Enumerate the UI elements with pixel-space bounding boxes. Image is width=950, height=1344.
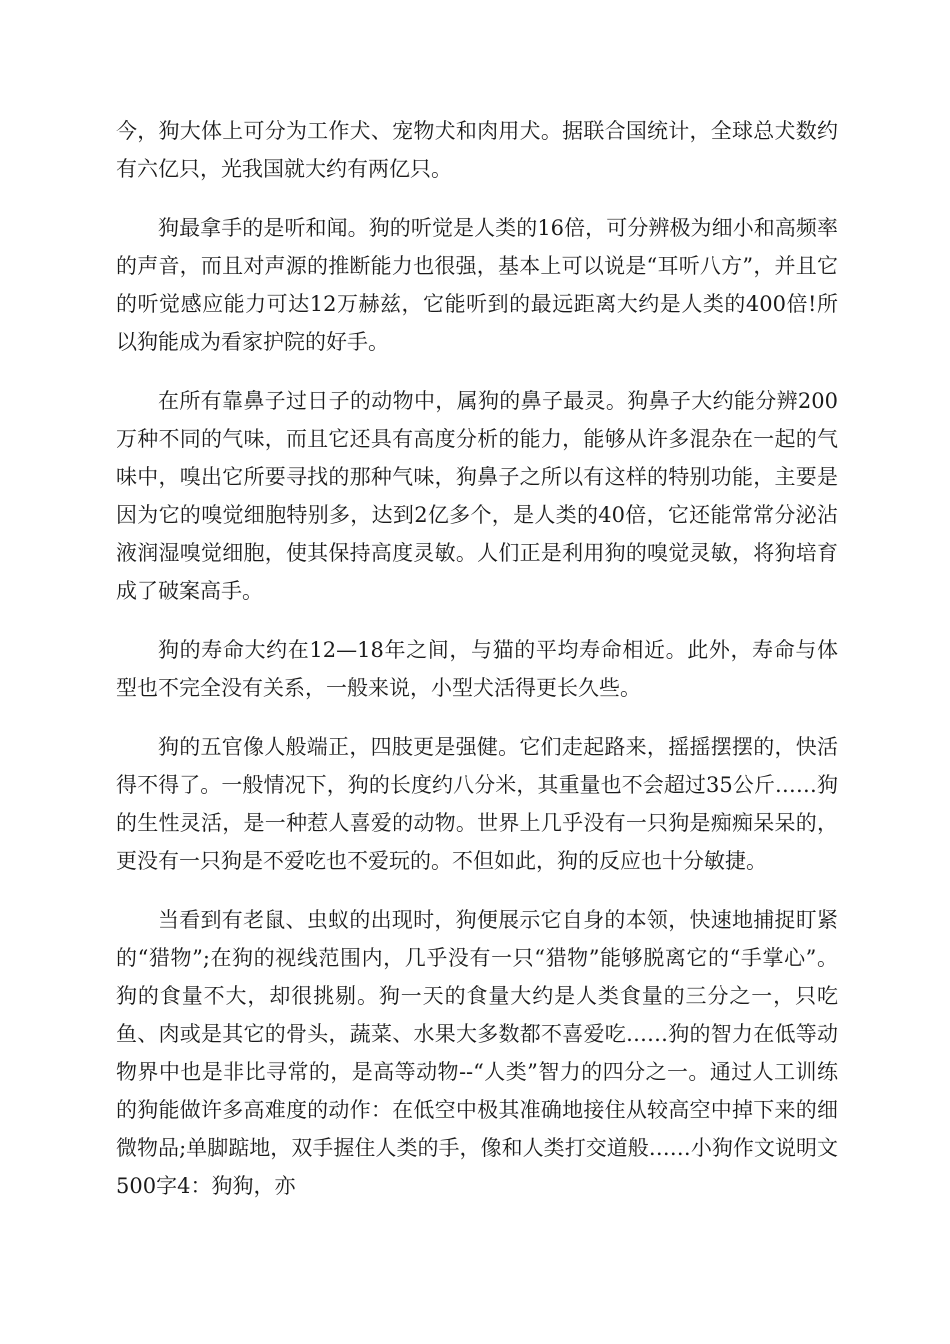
paragraph-dog-smell: 在所有靠鼻子过日子的动物中，属狗的鼻子最灵。狗鼻子大约能分辨200万种不同的气味，而且它还具有高度分析的能力，能够从许多混杂在一起的气味中，嗅出它所要寻找的那种气味，狗鼻子之所以有这样的特别功能，主要是因为它的嗅觉细胞特别多，达到2亿多个，是人类的40倍，它还能常常分泌沾液润湿嗅觉细胞，使其保持高度灵敏。人们正是利用狗的嗅觉灵敏，将狗培育成了破案高手。 [116, 389, 838, 603]
paragraph-dog-appearance: 狗的五官像人般端正，四肢更是强健。它们走起路来，摇摇摆摆的，快活得不得了。一般情况下，狗的长度约八分米，其重量也不会超过35公斤……狗的生性灵活，是一种惹人喜爱的动物。世界上几乎没有一只狗是痴痴呆呆的，更没有一只狗是不爱吃也不爱玩的。不但如此，狗的反应也十分敏捷。 [116, 735, 838, 873]
paragraph-dog-hearing: 狗最拿手的是听和闻。狗的听觉是人类的16倍，可分辨极为细小和高频率的声音，而且对声源的推断能力也很强，基本上可以说是“耳听八方”，并且它的听觉感应能力可达12万赫兹，它能听到的最远距离大约是人类的400倍!所以狗能成为看家护院的好手。 [116, 216, 838, 354]
paragraph-dog-categories: 今，狗大体上可分为工作犬、宠物犬和肉用犬。据联合国统计，全球总犬数约有六亿只，光我国就大约有两亿只。 [116, 119, 838, 181]
document-body [116, 112, 838, 1226]
paragraph-dog-lifespan: 狗的寿命大约在12—18年之间，与猫的平均寿命相近。此外，寿命与体型也不完全没有关系，一般来说，小型犬活得更长久些。 [116, 638, 838, 700]
paragraph-dog-behavior: 当看到有老鼠、虫蚁的出现时，狗便展示它自身的本领，快速地捕捉盯紧的“猎物”;在狗的视线范围内，几乎没有一只“猎物”能够脱离它的“手掌心”。狗的食量不大，却很挑剔。狗一天的食量大约是人类食量的三分之一，只吃鱼、肉或是其它的骨头，蔬菜、水果大多数都不喜爱吃……狗的智力在低等动物界中也是非比寻常的，是高等动物--“人类”智力的四分之一。通过人工训练的狗能做许多高难度的动作：在低空中极其准确地接住从较高空中掉下来的细微物品;单脚踮地，双手握住人类的手，像和人类打交道般……小狗作文说明文500字4：狗狗，亦 [116, 908, 838, 1198]
